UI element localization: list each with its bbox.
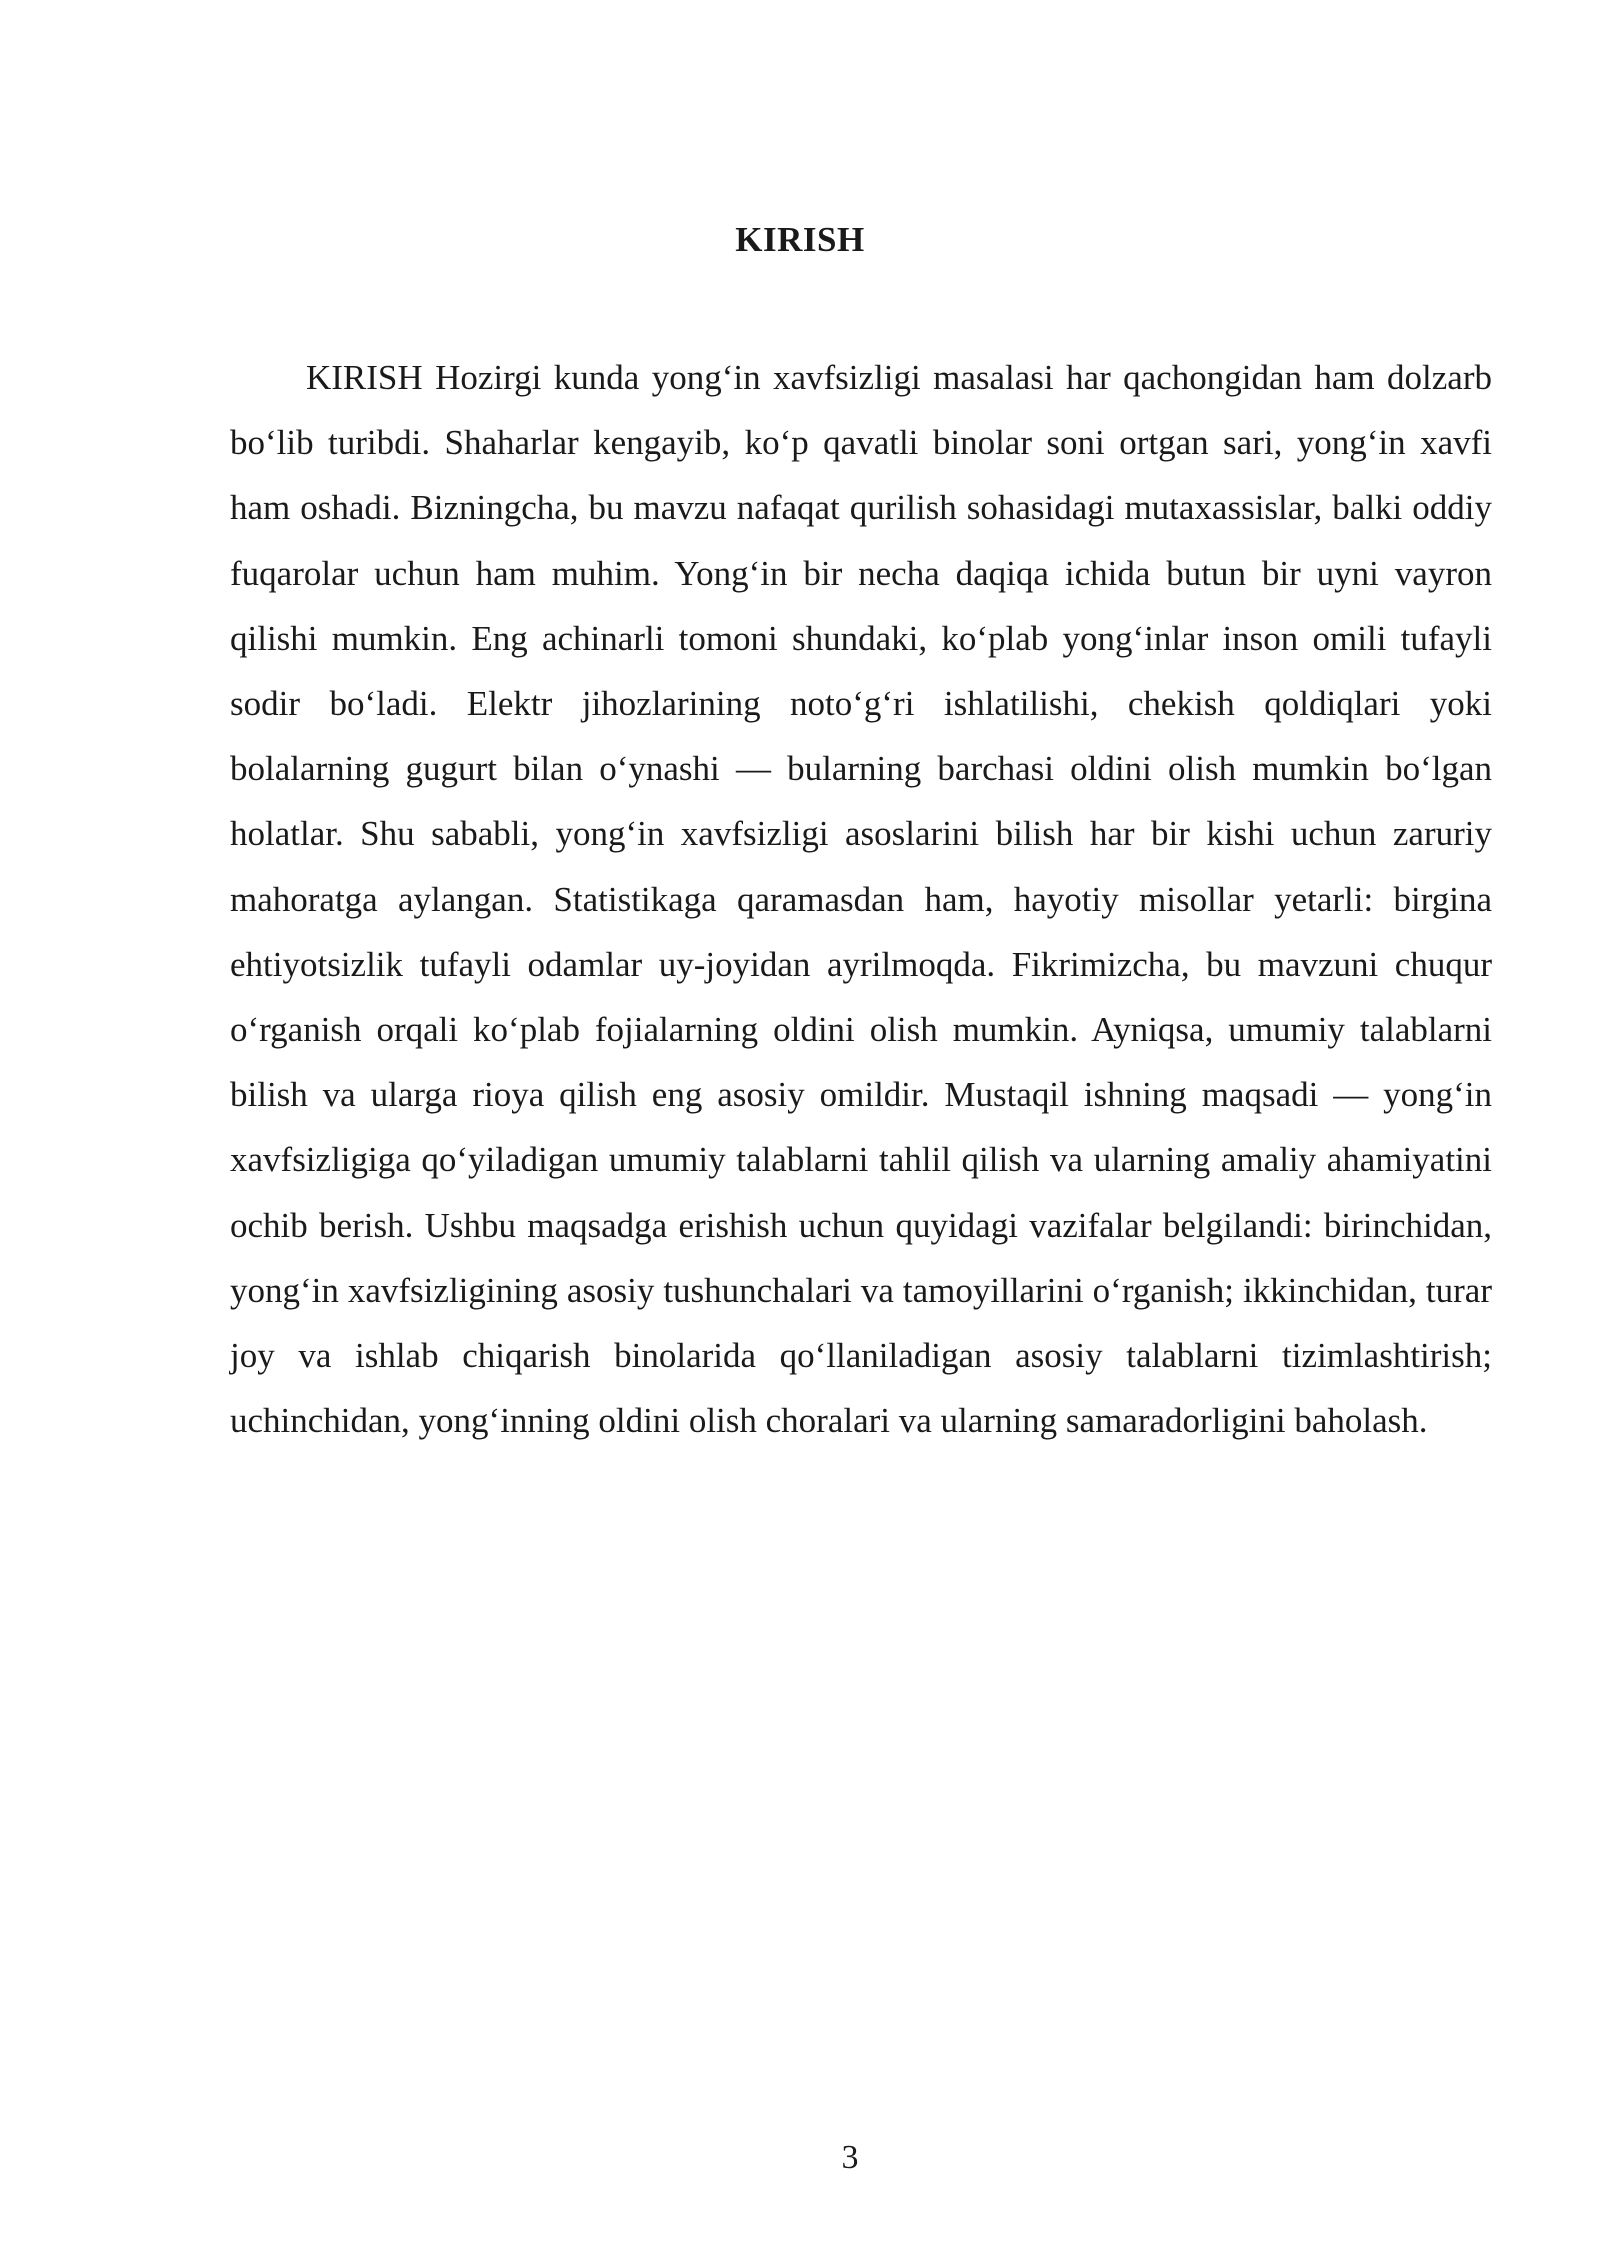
body-paragraph: KIRISH Hozirgi kunda yong‘in xavfsizligi masalasi har qachongidan ham dolzarb bo‘lib turibdi. Shaharlar kengayib, ko‘p qavatli binolar soni ortgan sari, yong‘in xavfi ham oshadi. Bizningcha, bu mavzu nafaqat qurilish sohasidagi mutaxassislar, balki oddiy fuqarolar uchun ham muhim. Yong‘in bir necha daqiqa ichida butun bir uyni vayron qilishi mumkin. Eng achinarli tomoni shundaki, ko‘plab yong‘inlar inson omili tufayli sodir bo‘ladi. Elektr jihozlarining noto‘g‘ri ishlatilishi, chekish qoldiqlari yoki bolalarning gugurt bilan o‘ynashi — bularning barchasi oldini olish mumkin bo‘lgan holatlar. Shu sababli, yong‘in xavfsizligi asoslarini bilish har bir kishi uchun zaruriy mahoratga aylangan. Statistikaga qaramasdan ham, hayotiy misollar yetarli: birgina ehtiyotsizlik tufayli odamlar uy-joyidan ayrilmoqda. Fikrimizcha, bu mavzuni chuqur o‘rganish orqali ko‘plab fojialarning oldini olish mumkin. Ayniqsa, umumiy talablarni bilish va ularga rioya qilish eng asosiy omildir. Mustaqil ishning maqsadi — yong‘in xavfsizligiga qo‘yiladigan umumiy talablarni tahlil qilish va ularning amaliy ahamiyatini ochib berish. Ushbu maqsadga erishish uchun quyidagi vazifalar belgilandi: birinchidan, yong‘in xavfsizligining asosiy tushunchalari va tamoyillarini o‘rganish; ikkinchidan, turar joy va ishlab chiqarish binolarida qo‘llaniladigan asosiy talablarni tizimlashtirish; uchinchidan, yong‘inning oldini olish choralari va ularning samaradorligini baholash.	[230, 358, 1492, 1441]
page-number: 3	[841, 2139, 859, 2176]
section-heading: KIRISH	[735, 220, 865, 259]
